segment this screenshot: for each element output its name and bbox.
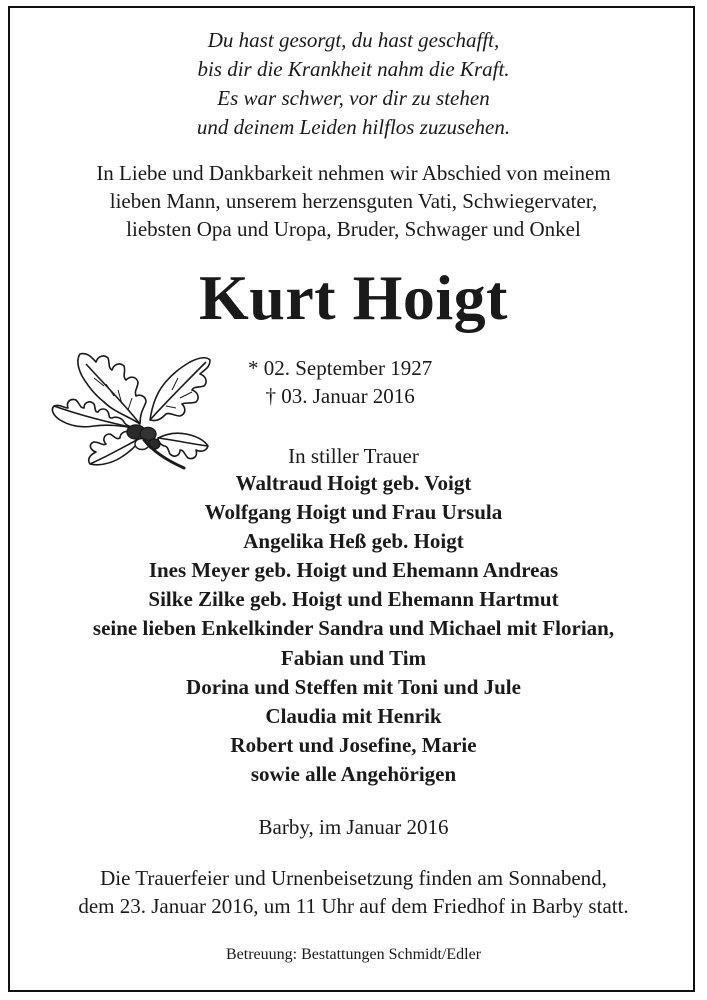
- poem-line: bis dir die Krankheit nahm die Kraft.: [197, 57, 510, 81]
- life-dates: [248, 354, 432, 410]
- funeral-care-credit: Betreuung: Bestattungen Schmidt/Edler: [225, 946, 482, 963]
- farewell-intro: [0, 159, 707, 243]
- intro-line: liebsten Opa und Uropa, Bruder, Schwager und Onkel: [126, 217, 581, 241]
- intro-line: lieben Mann, unserem herzensguten Vati, Schwiegervater,: [109, 189, 598, 213]
- ceremony-line: dem 23. Januar 2016, um 11 Uhr auf dem Friedhof in Barby statt.: [78, 894, 629, 918]
- family-member: Waltraud Hoigt geb. Voigt: [235, 471, 472, 495]
- memorial-poem: [0, 26, 707, 142]
- family-member: Ines Meyer geb. Hoigt und Ehemann Andreas: [148, 558, 559, 583]
- family-member: Claudia mit Henrik: [265, 703, 442, 728]
- family-member: seine lieben Enkelkinder Sandra und Michael mit Florian,: [92, 616, 615, 641]
- ceremony-line: Die Trauerfeier und Urnenbeisetzung finden am Sonnabend,: [100, 866, 607, 890]
- intro-line: In Liebe und Dankbarkeit nehmen wir Abschied von meinem: [96, 161, 611, 185]
- death-date: † 03. Januar 2016: [265, 384, 415, 408]
- birth-date: * 02. September 1927: [248, 356, 433, 380]
- deceased-name: Kurt Hoigt: [199, 262, 508, 333]
- family-member: Dorina und Steffen mit Toni und Jule: [186, 674, 521, 699]
- family-member: Fabian und Tim: [280, 645, 427, 670]
- family-list: [0, 469, 707, 789]
- family-member: Silke Zilke geb. Hoigt und Ehemann Hartmut: [148, 587, 559, 612]
- family-member: Robert und Josefine, Marie: [230, 732, 477, 757]
- place-date: Barby, im Januar 2016: [258, 815, 449, 839]
- family-member: Wolfgang Hoigt und Frau Ursula: [204, 500, 503, 525]
- family-member: Angelika Heß geb. Hoigt: [243, 529, 464, 554]
- mourning-heading: In stiller Trauer: [288, 444, 419, 468]
- poem-line: Du hast gesorgt, du hast geschafft,: [207, 28, 500, 52]
- ceremony-notice: [0, 864, 707, 920]
- poem-line: Es war schwer, vor dir zu stehen: [217, 86, 490, 110]
- poem-line: und deinem Leiden hilflos zuzusehen.: [196, 115, 511, 139]
- family-member: sowie alle Angehörigen: [250, 761, 457, 786]
